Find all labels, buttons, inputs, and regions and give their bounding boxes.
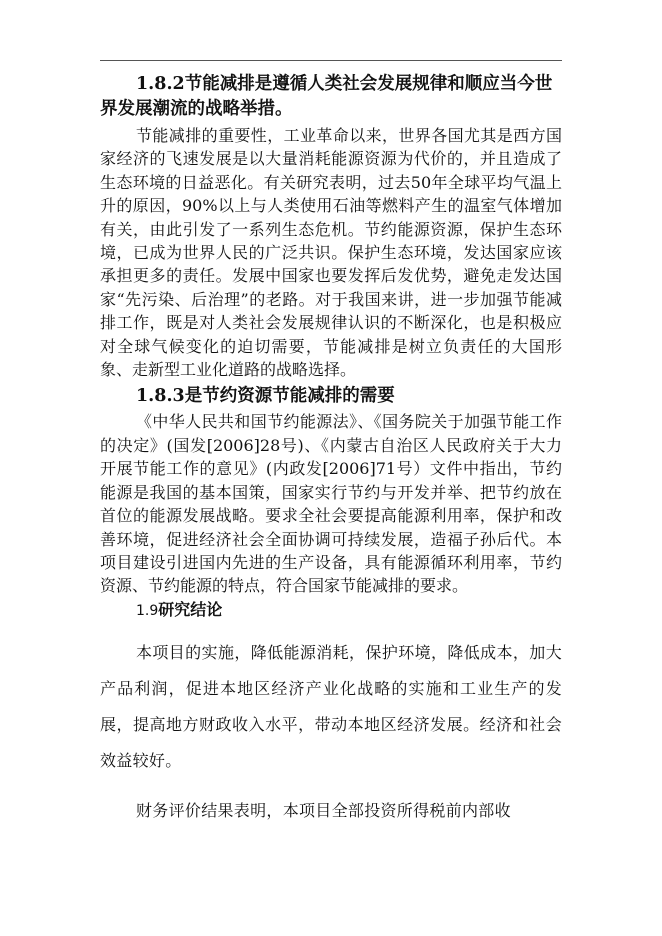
document-page xyxy=(100,72,562,829)
header-rule xyxy=(100,60,562,61)
conclusion-paragraph: 财务评价结果表明，本项目全部投资所得税前内部收 xyxy=(136,800,511,820)
section-title: 研究结论 xyxy=(158,599,223,619)
section-body-1-8-2: 节能减排的重要性，工业革命以来，世界各国尤其是西方国家经济的飞速发展是以大量消耗能源资源为代价的，并且造成了生态环境的日益恶化。有关研究表明，过去50年全球平均气温上升的原因，90%以上与人类使用石油等燃料产生的温室气体增加有关，由此引发了一系列生态危机。节约能源资源，保护生态环境，已成为世界人民的广泛共识。保护生态环境，发达国家应该承担更多的责任。发展中国家也要发挥后发优势，避免走发达国家“先污染、后治理”的老路。对于我国来讲，进一步加强节能减排工作，既是对人类社会发展规律认识的不断深化，也是积极应对全球气候变化的迫切需要，节能减排是树立负责任的大国形象、走新型工业化道路的战略选择。 xyxy=(100,126,562,380)
section-heading-1-9 xyxy=(100,598,562,623)
section-body-1-8-3: 《中华人民共和国节约能源法》、《国务院关于加强节能工作的决定》(国发[2006]28号)、《内蒙古自治区人民政府关于大力开展节能工作的意见》(内政发[2006]71号）文件中指出，节约能源是我国的基本国策，国家实行节约与开发并举、把节约放在首位的能源发展战略。要求全社会要提高能源利用率，保护和改善环境，促进经济社会全面协调可持续发展，造福子孙后代。本项目建设引进国内先进的生产设备，具有能源循环利用率，节约资源、节约能源的特点，符合国家节能减排的要求。 xyxy=(100,412,562,596)
section-heading-1-8-3: 1.8.3是节约资源节能减排的需要 xyxy=(136,386,395,407)
conclusion-paragraph: 本项目的实施，降低能源消耗，保护环境，降低成本，加大产品利润，促进本地区经济产业化战略的实施和工业生产的发展，提高地方财政收入水平，带动本地区经济发展。经济和社会效益较好。 xyxy=(100,642,562,770)
section-heading-1-8-2: 1.8.2节能减排是遵循人类社会发展规律和顺应当今世界发展潮流的战略举措。 xyxy=(100,74,553,119)
section-number: 1.9 xyxy=(136,602,159,619)
